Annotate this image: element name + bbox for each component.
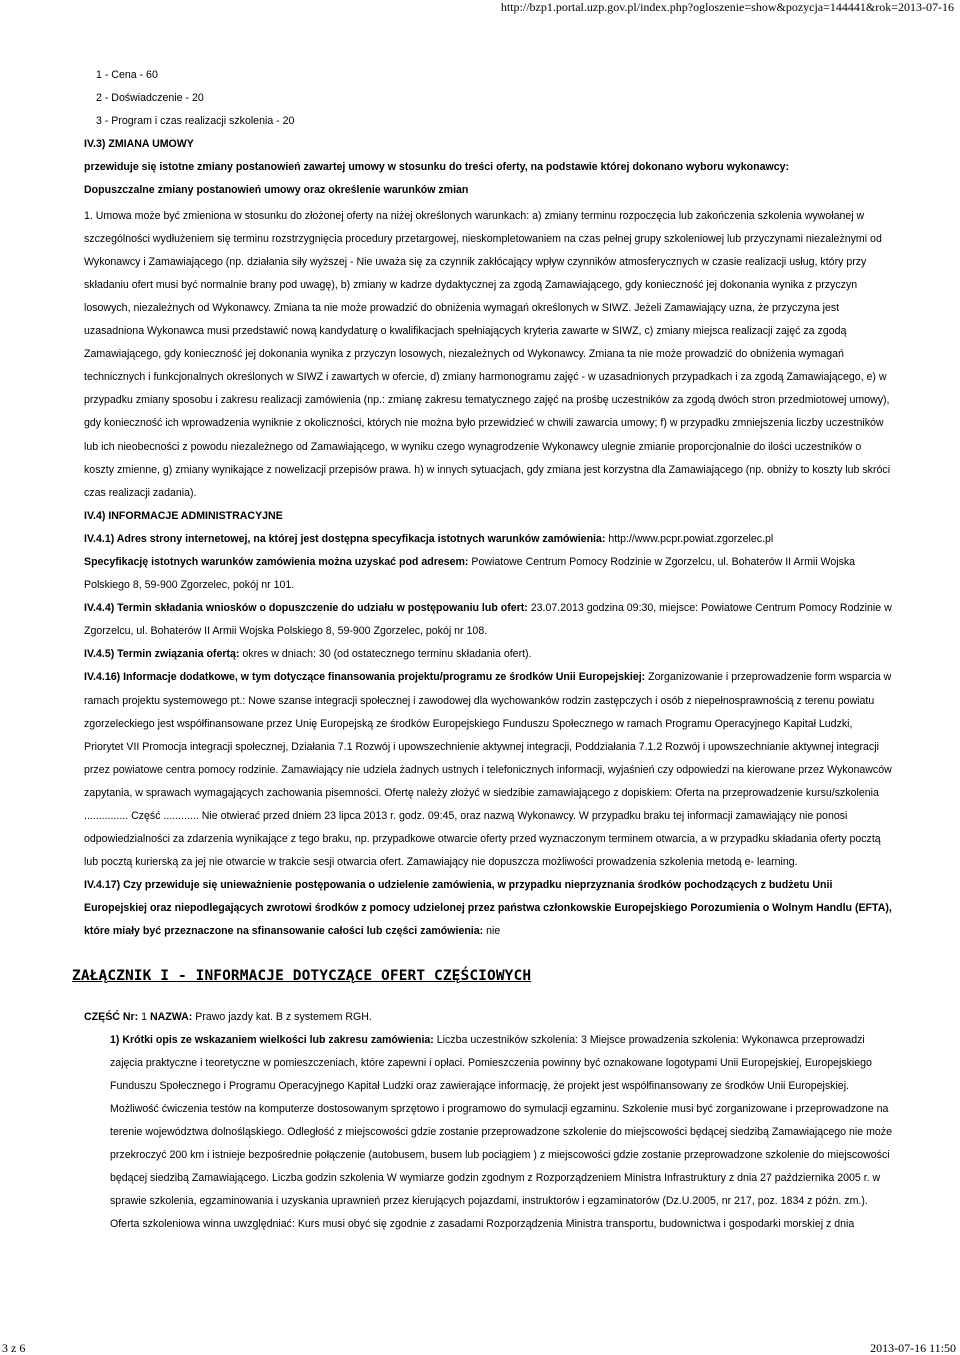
print-datetime: 2013-07-16 11:50	[870, 1341, 956, 1355]
section-heading-iv3: IV.3) ZMIANA UMOWY	[84, 138, 194, 151]
attachment-title: ZAŁĄCZNIK I - INFORMACJE DOTYCZĄCE OFERT CZĘŚCIOWYCH	[72, 967, 532, 984]
page-url: http://bzp1.portal.uzp.gov.pl/index.php?ogloszenie=show&pozycja=144441&rok=2013-07-16	[500, 0, 954, 14]
iv41-paragraph: IV.4.1) Adres strony internetowej, na której jest dostępna specyfikacja istotnych warunków zamówienia: http://www.pcpr.powiat.zgorzelec.pl	[84, 532, 774, 545]
section-heading-iv4: IV.4) INFORMACJE ADMINISTRACYJNE	[84, 509, 283, 522]
part-paragraph: CZĘŚĆ Nr: 1 NAZWA: Prawo jazdy kat. B z systemem RGH.	[84, 1010, 372, 1023]
iv44-paragraph: IV.4.4) Termin składania wniosków o dopuszczenie do udziału w postępowaniu lub ofert: 23.07.2013 godzina 09:30, miejsce: Powiatowe Centrum Pomocy Rodzinie w Zgorzelcu, ul. Bohaterów II Armii Wojska Polskiego 8, 59-900 Zgorzelec, pokój nr 108.	[84, 602, 892, 638]
spec-paragraph: Specyfikację istotnych warunków zamówienia można uzyskać pod adresem: Powiatowe Centrum Pomocy Rodzinie w Zgorzelcu, ul. Bohaterów II Armii Wojska Polskiego 8, 59-900 Zgorzelec, pokój nr 101.	[84, 555, 856, 592]
iv417-paragraph: IV.4.17) Czy przewiduje się unieważnienie postępowania o udzielenie zamówienia, w przypadku nieprzyznania środków pochodzących z budżetu Unii Europejskiej oraz niepodlegających zwrotowi środków z pomocy udzielonej przez państwa członkowskie Europejskiego Porozumienia o Wolnym Handlu (EFTA), które miały być przeznaczone na sfinansowanie całości lub części zamówienia: nie	[84, 879, 892, 938]
iv3-line2: Dopuszczalne zmiany postanowień umowy oraz określenie warunków zmian	[84, 184, 469, 197]
iv416-paragraph: IV.4.16) Informacje dodatkowe, w tym dotyczące finansowania projektu/programu ze środków Unii Europejskiej: Zorganizowanie i przeprowadzenie form wsparcia w ramach projektu systemowego pt.: Nowe szanse integracji społecznej i zawodowej dla wychowanków rodzin zastępczych i osób z niepełnosprawnością z terenu powiatu zgorzeleckiego jest współfinansowane przez Unię Europejską ze środków Europejskiego Funduszu Społecznego w ramach Programu Operacyjnego Kapitał Ludzki, Priorytet VII Promocja integracji społecznej, Działania 7.1 Rozwój i upowszechnienie aktywnej integracji, Poddziałania 7.1.2 Rozwój i upowszechnianie aktywnej integracji przez powiatowe centra pomocy rodzinie. Zamawiający nie udziela żadnych ustnych i telefonicznych informacji, wyjaśnień czy odpowiedzi na kierowane przez Wykonawców zapytania, w sprawach wymagających zachowania pisemności. Ofertę należy złożyć w siedzibie zamawiającego z dopiskiem: Oferta na przeprowadzenie kursu/szkolenia ............... Część ............ Nie otwierać przed dniem 23 lipca 2013 r. godz. 09:45, oraz nazwą Wykonawcy. W przypadku braku tej informacji zamawiający nie ponosi odpowiedzialności za zdarzenia wynikające z tego braku, np. przypadkowe otwarcie oferty przed wyznaczonym terminem otwarcia, a w przypadku składania oferty pocztą lub pocztą kurierską za jej nie otwarcie w trakcie sesji otwarcia ofert. Zamawiający nie dopuszcza możliwości prowadzenia szkolenia metodą e- learning.	[84, 671, 892, 869]
page-number: 3 z 6	[2, 1341, 26, 1355]
iv45-paragraph: IV.4.5) Termin związania ofertą: okres w dniach: 30 (od ostatecznego terminu składania ofert).	[84, 648, 532, 661]
criterion-item: 2 - Doświadczenie - 20	[96, 92, 204, 105]
document-body	[72, 64, 892, 1237]
iv3-body: 1. Umowa może być zmieniona w stosunku do złożonej oferty na niżej określonych warunkach: a) zmiany terminu rozpoczęcia lub zakończenia szkolenia wywołanej w szczególności wydłużeniem się terminu rozstrzygnięcia procedury przetargowej, nieskompletowaniem na czas pełnej grupy szkoleniowej lub przyczynami niezależnymi od Wykonawcy i Zamawiającego (np. działania siły wyższej - Nie uważa się za czynnik zakłócający wpływ czynników atmosferycznych w czasie realizacji usług, który przy składaniu ofert musi być normalnie brany pod uwagę), b) zmiany w kadrze dydaktycznej za zgodą Zamawiającego, gdy konieczność jej dokonania wynika z przyczyn losowych, niezależnych od Wykonawcy. Zmiana ta nie może prowadzić do obniżenia wymagań określonych w SIWZ. Jeżeli Zamawiający uzna, że przyczyna jest uzasadniona Wykonawca musi przedstawić nową kandydaturę o kwalifikacjach spełniających kryteria zawarte w SIWZ, c) zmiany miejsca realizacji zajęć za zgodą Zamawiającego, gdy konieczność jej dokonania wynika z przyczyn losowych, niezależnych od Wykonawcy. Zmiana ta nie może prowadzić do obniżenia wymagań technicznych i funkcjonalnych określonych w SIWZ i zawartych w ofercie, d) zmiany harmonogramu zajęć - w uzasadnionych przypadkach i za zgodą Zamawiającego, e) w przypadku zmiany sposobu i zakresu realizacji zamówienia (np.: zmianę zakresu tematycznego zajęć na prośbę uczestników za zgodą dwóch stron przedmiotowej umowy), gdy konieczność ich wprowadzenia wyniknie z okoliczności, których nie można było przewidzieć w chwili zawarcia umowy; f) w przypadku zmniejszenia liczby uczestników lub ich nieobecności z powodu niezależnego od Zamawiającego, w wyniku czego wynagrodzenie Wykonawcy ulegnie zmianie proporcjonalnie do ilości uczestników o koszty zmienne, g) zmiany wynikające z nowelizacji przepisów prawa. h) w innych sytuacjach, gdy zmiana jest korzystna dla Zamawiającego (np. obniży to koszty lub skróci czas realizacji zadania).	[84, 209, 891, 499]
part-description: 1) Krótki opis ze wskazaniem wielkości lub zakresu zamówienia: Liczba uczestników szkolenia: 3 Miejsce prowadzenia szkolenia: Wykonawca przeprowadzi zajęcia praktyczne i teoretyczne w pomieszczeniach, które zapewni i opłaci. Pomieszczenia powinny być oznakowane logotypami Unii Europejskiej, Europejskiego Funduszu Społecznego i Programu Operacyjnego Kapitał Ludzki oraz zawierające informację, że projekt jest współfinansowany ze środków Unii Europejskiej. Możliwość ćwiczenia testów na komputerze dostosowanym sprzętowo i programowo do symulacji egzaminu. Szkolenie musi być zorganizowane i przeprowadzone na terenie województwa dolnośląskiego. Odległość z miejscowości gdzie zostanie przeprowadzone szkolenie do miejscowości będącej siedzibą Zamawiającego nie może przekroczyć 200 km i istnieje bezpośrednie połączenie (autobusem, busem lub pociągiem ) z miejscowości gdzie zostanie przeprowadzone szkolenie do miejscowości będącej siedzibą Zamawiającego. Liczba godzin szkolenia W wymiarze godzin zgodnym z Rozporządzeniem Ministra Infrastruktury z dnia 27 października 2005 r. w sprawie szkolenia, egzaminowania i uzyskania uprawnień przez kierujących pojazdami, instruktorów i egzaminatorów (Dz.U.2005, nr 217, poz. 1834 z późn. zm.). Oferta szkoleniowa winna uwzględniać: Kurs musi obyć się zgodnie z zasadami Rozporządzenia Ministra transportu, budownictwa i gospodarki morskiej z dnia	[110, 1033, 892, 1231]
criterion-item: 1 - Cena - 60	[96, 69, 158, 81]
iv3-line1: przewiduje się istotne zmiany postanowień zawartej umowy w stosunku do treści oferty, na podstawie której dokonano wyboru wykonawcy:	[84, 161, 790, 174]
criterion-item: 3 - Program i czas realizacji szkolenia - 20	[96, 115, 295, 128]
